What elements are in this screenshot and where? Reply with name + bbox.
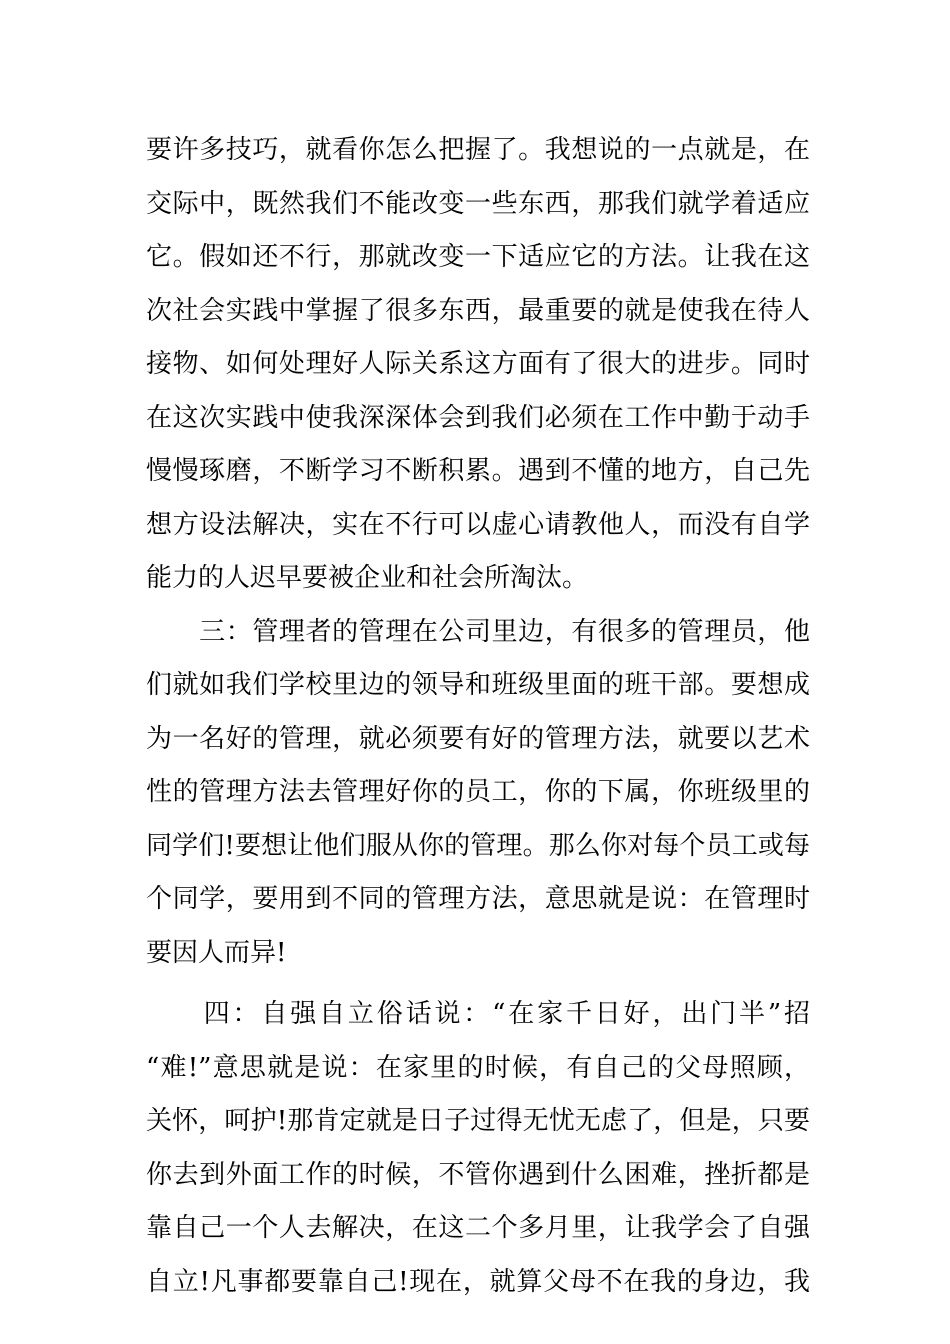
text-line: 关怀，呵护!那肯定就是日子过得无忧无虑了，但是，只要 [146, 1106, 810, 1136]
text-line: 能力的人迟早要被企业和社会所淘汰。 [146, 563, 589, 593]
text-line: 为一名好的管理，就必须要有好的管理方法，就要以艺术 [146, 723, 810, 754]
text-line: 个同学，要用到不同的管理方法，意思就是说：在管理时 [146, 884, 810, 914]
text-line: 们就如我们学校里边的领导和班级里面的班干部。要想成 [146, 670, 810, 700]
text-line: 在这次实践中使我深深体会到我们必须在工作中勤于动手 [146, 402, 810, 433]
text-line: “难!”意思就是说：在家里的时候，有自己的父母照顾， [146, 1052, 810, 1083]
document-body [146, 124, 810, 1309]
text-line: 要许多技巧，就看你怎么把握了。我想说的一点就是，在 [146, 135, 810, 165]
paragraph-management [146, 606, 810, 981]
text-line: 想方设法解决，实在不行可以虚心请教他人，而没有自学 [146, 509, 810, 540]
text-line: 它。假如还不行，那就改变一下适应它的方法。让我在这 [146, 242, 810, 272]
text-line: 次社会实践中掌握了很多东西，最重要的就是使我在待人 [146, 295, 810, 326]
text-line: 交际中，既然我们不能改变一些东西，那我们就学着适应 [146, 188, 810, 219]
text-line: 靠自己一个人去解决，在这二个多月里，让我学会了自强 [146, 1213, 810, 1243]
text-line: 四：自强自立俗话说：“在家千日好，出门半”招 [146, 999, 810, 1029]
text-line: 慢慢琢磨，不断学习不断积累。遇到不懂的地方，自己先 [146, 456, 810, 486]
text-line: 同学们!要想让他们服从你的管理。那么你对每个员工或每 [146, 830, 810, 861]
paragraph-self-reliance [146, 988, 810, 1309]
text-line: 要因人而异! [146, 937, 287, 968]
text-line: 自立!凡事都要靠自己!现在，就算父母不在我的身边，我 [146, 1266, 810, 1297]
text-line: 性的管理方法去管理好你的员工，你的下属，你班级里的 [146, 777, 810, 807]
text-line: 你去到外面工作的时候，不管你遇到什么困难，挫折都是 [146, 1159, 810, 1190]
text-line: 三：管理者的管理在公司里边，有很多的管理员，他 [146, 616, 810, 647]
paragraph-social-practice [146, 124, 810, 606]
text-line: 接物、如何处理好人际关系这方面有了很大的进步。同时 [146, 349, 810, 379]
